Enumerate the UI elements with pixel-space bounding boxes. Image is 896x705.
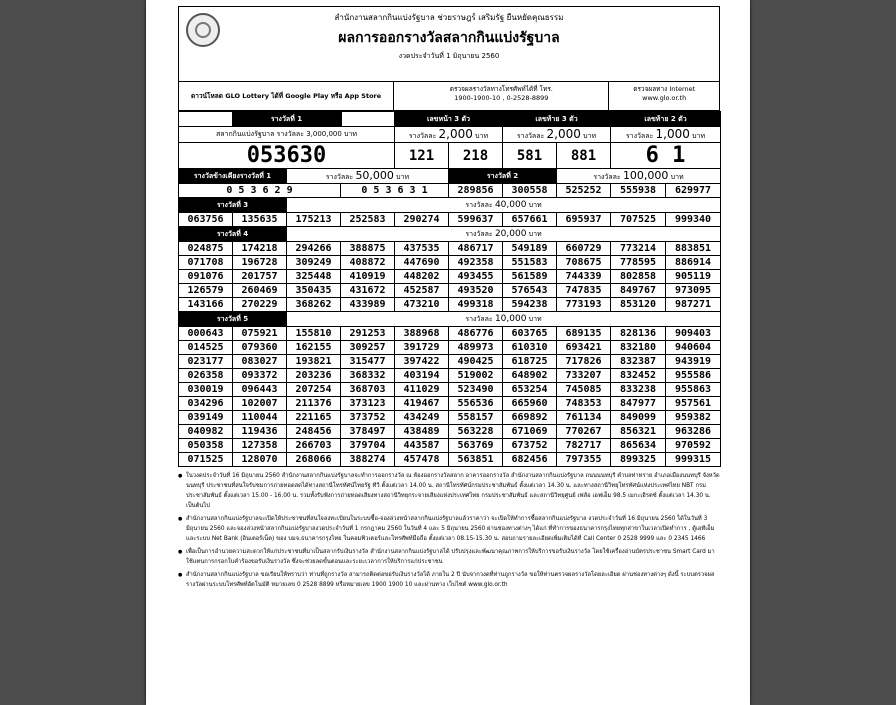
prize5-number: 833238 <box>611 383 666 397</box>
prize4-number: 493455 <box>449 270 503 284</box>
prize4-number: 778595 <box>611 256 666 270</box>
front3-label: เลขหน้า 3 ตัว <box>395 112 503 127</box>
prize5-number: 248456 <box>287 425 341 439</box>
first-prize-amount: สลากกินแบ่งรัฐบาล รางวัลละ 3,000,000 บาท <box>179 127 395 143</box>
prize5-number: 665960 <box>503 397 557 411</box>
prize5-number: 373752 <box>341 411 395 425</box>
prize5-number: 127358 <box>233 439 287 453</box>
sheet-header <box>178 6 720 81</box>
prize5-number: 419467 <box>395 397 449 411</box>
near-first-amount-prefix: รางวัลละ <box>325 173 354 181</box>
prize2-number: 525252 <box>557 184 611 198</box>
prize4-number: 309249 <box>287 256 341 270</box>
prize3-number: 599637 <box>449 213 503 227</box>
prize4-number: 448202 <box>395 270 449 284</box>
prize5-number: 970592 <box>666 439 721 453</box>
prize5-number: 050358 <box>179 439 233 453</box>
back2-amount-value: 1,000 <box>655 127 690 141</box>
prize4-number: 388875 <box>341 242 395 256</box>
table-row <box>179 270 721 284</box>
prize5-number: 486776 <box>449 327 503 341</box>
prize4-number: 433989 <box>341 298 395 312</box>
lottery-results-sheet <box>178 6 720 593</box>
prize5-number: 083027 <box>233 355 287 369</box>
prize5-number: 959382 <box>666 411 721 425</box>
prize5-number: 457478 <box>395 453 449 467</box>
prize3-number: 135635 <box>233 213 287 227</box>
prize5-number: 438489 <box>395 425 449 439</box>
table-row <box>179 411 721 425</box>
prize2-number: 629977 <box>666 184 721 198</box>
table-row <box>179 369 721 383</box>
prize3-label: รางวัลที่ 3 <box>179 198 287 213</box>
prize5-number: 096443 <box>233 383 287 397</box>
prize5-number: 865634 <box>611 439 666 453</box>
results-table <box>178 111 721 467</box>
prize4-number: 408872 <box>341 256 395 270</box>
prize5-number: 193821 <box>287 355 341 369</box>
front3-amount <box>395 127 503 143</box>
prize5-number: 373123 <box>341 397 395 411</box>
prize4-unit: บาท <box>528 229 542 238</box>
prize2-number: 300558 <box>503 184 557 198</box>
near-first-label: รางวัลข้างเคียงรางวัลที่ 1 <box>179 169 287 184</box>
prize5-number: 403194 <box>395 369 449 383</box>
prize4-number: 576543 <box>503 284 557 298</box>
near-first-amount-value: 50,000 <box>355 169 394 182</box>
prize4-number: 294266 <box>287 242 341 256</box>
prize4-number: 091076 <box>179 270 233 284</box>
prize2-number: 289856 <box>449 184 503 198</box>
prize5-number: 000643 <box>179 327 233 341</box>
prize5-number: 039149 <box>179 411 233 425</box>
table-row <box>179 425 721 439</box>
back3-number: 581 <box>503 143 557 169</box>
prize5-number: 963286 <box>666 425 721 439</box>
phone-label: ตรวจผลรางวัลทางโทรศัพท์ได้ที่ โทร. <box>449 85 553 93</box>
prize4-number: 773193 <box>557 298 611 312</box>
front3-unit: บาท <box>475 132 489 140</box>
prize4-number: 802858 <box>611 270 666 284</box>
web-label: ตรวจผลทาง Internet <box>633 85 696 93</box>
prize5-number: 443587 <box>395 439 449 453</box>
table-row <box>179 298 721 312</box>
table-row <box>179 256 721 270</box>
prize4-number: 594238 <box>503 298 557 312</box>
prize4-number: 973095 <box>666 284 721 298</box>
near-first-number: 0 5 3 6 2 9 <box>179 184 341 198</box>
prize4-number: 486717 <box>449 242 503 256</box>
prize4-number: 350435 <box>287 284 341 298</box>
prize5-number: 957561 <box>666 397 721 411</box>
prize5-number: 079360 <box>233 341 287 355</box>
prize5-number: 618725 <box>503 355 557 369</box>
prize2-amount-value: 100,000 <box>622 169 669 182</box>
info-bar <box>178 81 720 111</box>
download-note: ดาวน์โหลด GLO Lottery ได้ที่ Google Play หรือ App Store <box>179 82 394 110</box>
prize5-number: 828136 <box>611 327 666 341</box>
back2-amount <box>611 127 721 143</box>
prize5-number: 782717 <box>557 439 611 453</box>
prize5-number: 832387 <box>611 355 666 369</box>
prize5-number: 162155 <box>287 341 341 355</box>
table-row <box>179 327 721 341</box>
prize4-number: 196728 <box>233 256 287 270</box>
prize3-number: 999340 <box>666 213 721 227</box>
prize4-number: 886914 <box>666 256 721 270</box>
front3-number: 121 <box>395 143 449 169</box>
prize2-label: รางวัลที่ 2 <box>449 169 557 184</box>
prize3-number: 175213 <box>287 213 341 227</box>
table-row <box>179 439 721 453</box>
prize5-number: 211376 <box>287 397 341 411</box>
prize5-number: 026358 <box>179 369 233 383</box>
table-row <box>179 383 721 397</box>
prize5-number: 221165 <box>287 411 341 425</box>
prize5-number: 266703 <box>287 439 341 453</box>
prize5-number: 556536 <box>449 397 503 411</box>
prize4-number: 744339 <box>557 270 611 284</box>
prize5-number: 682456 <box>503 453 557 467</box>
prize5-number: 203236 <box>287 369 341 383</box>
prize5-amount-value: 10,000 <box>494 313 527 324</box>
prize4-number: 492358 <box>449 256 503 270</box>
prize3-number: 657661 <box>503 213 557 227</box>
prize5-unit: บาท <box>528 314 542 323</box>
first-prize-label: รางวัลที่ 1 <box>232 112 342 126</box>
prize4-amount <box>287 227 721 242</box>
prize5-number: 207254 <box>287 383 341 397</box>
prize3-number: 063756 <box>179 213 233 227</box>
prize4-number: 551583 <box>503 256 557 270</box>
prize5-number: 671069 <box>503 425 557 439</box>
prize4-numbers <box>179 242 721 312</box>
prize2-amount <box>557 169 721 184</box>
prize5-number: 368332 <box>341 369 395 383</box>
prize3-amount-prefix: รางวัลละ <box>465 200 493 209</box>
prize5-number: 489973 <box>449 341 503 355</box>
note-item: ● ในวงดประจำวันที่ 16 มิถุนายน 2560 สำนักงานสลากกินแบ่งรัฐบาลจะทำการออกรางวัล ณ ห้องออกรางวัลสลาก อาคารออกรางวัล สำนักงานสลากกินแบ่งรัฐบาล ถนนนนทบุรี ตำบลท่าทราย อำเภอเมืองนนทบุรี จังหวัดนนทบุรี ประชาชนที่สนใจรับชมการถ่ายทอดสดได้ทางสถานีโทรทัศน์ไทยรัฐ ทีวี ตั้งแต่เวลา 14.00 น. สถานีโทรทัศน์กรมประชาสัมพันธ์ ตั้งแต่เวลา 14.30 น. และทางสถานีวิทยุโทรทัศน์แห่งประเทศไทย NBT กรมประชาสัมพันธ์ ตั้งแต่เวลา 15.00 - 16.00 น. รวมทั้งรับฟังการถ่ายทอดเสียงทางสถานีวิทยุกระจายเสียงแห่งประเทศไทย กรมประชาสัมพันธ์ และสถานีวิทยุศูนย์ เฟส์อ เอฟเอ็ม 98.5 เมกะเฮิรตซ์ ตั้งแต่เวลา 14.30 น. เป็นต้นไป <box>178 471 720 511</box>
prize5-number: 391729 <box>395 341 449 355</box>
draw-date: งวดประจำวันที่ 1 มิถุนายน 2560 <box>398 52 500 60</box>
prize5-number: 909403 <box>666 327 721 341</box>
prize4-number: 126579 <box>179 284 233 298</box>
back2-unit: บาท <box>692 132 706 140</box>
prize5-number: 832180 <box>611 341 666 355</box>
prize4-amount-value: 20,000 <box>494 228 527 239</box>
prize5-number: 940604 <box>666 341 721 355</box>
back3-amount-prefix: รางวัลละ <box>516 132 545 140</box>
first-prize-number: 053630 <box>179 143 395 169</box>
first-prize-label-cell <box>179 112 395 127</box>
prize4-number: 174218 <box>233 242 287 256</box>
prize5-number: 689135 <box>557 327 611 341</box>
prize5-number: 128070 <box>233 453 287 467</box>
note-item: ● สำนักงานสลากกินแบ่งรัฐบาลจะเปิดให้ประชาชนที่สนใจลงทะเบียนในระบบซื้อ-จองล่วงหน้าสลากกินแบ่งรัฐบาลแล้วราคาว่า จะเปิดให้ทำการซื้อสลากกินแบ่งรัฐบาล งวดประจำวันที่ 16 มิถุนายน 2560 ได้ในวันที่ 3 มิถุนายน 2560 และจองล่วงหน้าสลากกินแบ่งรัฐบาลงวดประจำวันที่ 1 กรกฎาคม 2560 ในวันที่ 4 และ 5 มิถุนายน 2560 ผ่านช่องทางต่างๆ ได้แก่ ที่ทำการของธนาคารกรุงไทยทุกสาขาในเวลาเปิดทำการ , ตู้เอทีเอ็ม และระบบ Net Bank (อินเตอร์เน็ต) ของ บมจ.ธนาคารกรุงไทย ในคอมพิวเตอร์และโทรศัพท์มือถือ ตั้งแต่เวลา 08.15-15.30 น. สอบถามรายละเอียดเพิ่มเติมได้ที่ Call Center 0 2528 9999 และ 0 2345 1466 <box>178 514 720 544</box>
agency-name: สำนักงานสลากกินแบ่งรัฐบาล ช่วยราษฎร์ เสริมรัฐ ยืนหยัดคุณธรรม <box>334 13 564 22</box>
prize4-number: 431672 <box>341 284 395 298</box>
prize4-number: 493520 <box>449 284 503 298</box>
prize5-number: 268066 <box>287 453 341 467</box>
prize5-number: 309257 <box>341 341 395 355</box>
prize4-number: 260469 <box>233 284 287 298</box>
prize5-number: 030019 <box>179 383 233 397</box>
front3-amount-value: 2,000 <box>438 127 473 141</box>
prize4-number: 071708 <box>179 256 233 270</box>
back3-amount <box>503 127 611 143</box>
prize3-number: 290274 <box>395 213 449 227</box>
prize2-unit: บาท <box>670 173 684 181</box>
prize5-number: 397422 <box>395 355 449 369</box>
prize5-number: 673752 <box>503 439 557 453</box>
prize5-label: รางวัลที่ 5 <box>179 312 287 327</box>
prize4-number: 143166 <box>179 298 233 312</box>
prize5-number: 648902 <box>503 369 557 383</box>
prize5-amount-prefix: รางวัลละ <box>465 314 493 323</box>
prize3-number: 252583 <box>341 213 395 227</box>
prize5-number: 770267 <box>557 425 611 439</box>
prize5-number: 847977 <box>611 397 666 411</box>
prize5-number: 411029 <box>395 383 449 397</box>
prize5-number: 388968 <box>395 327 449 341</box>
prize5-number: 610310 <box>503 341 557 355</box>
prize5-number: 523490 <box>449 383 503 397</box>
prize4-number: 499318 <box>449 298 503 312</box>
note-item: ● เพื่อเป็นการอำนวยความสะดวกให้แก่ประชาชนที่มาเป็นสลากรับเงินรางวัล สำนักงานสลากกินแบ่งรัฐบาลได้ ปรับปรุงและพัฒนาคุณภาพการให้บริการขอรับเงินรางวัล โดยใช้เครื่องอ่านบัตรประชาชน Smart Card มาใช้แทนการกรอกใบคำร้องขอรับเงินรางวัล ซึ่งจะช่วยลดขั้นตอนและระยะเวลาการให้บริการแก่ประชาชน <box>178 547 720 567</box>
prize5-number: 563851 <box>449 453 503 467</box>
prize5-number: 832452 <box>611 369 666 383</box>
prize4-number: 447690 <box>395 256 449 270</box>
back2-number: 6 1 <box>611 143 721 169</box>
prize2-amount-prefix: รางวัลละ <box>593 173 621 181</box>
front3-number: 218 <box>449 143 503 169</box>
table-row <box>179 242 721 256</box>
viewer-background-right <box>750 0 896 705</box>
prize5-number: 849099 <box>611 411 666 425</box>
prize2-number: 555938 <box>611 184 666 198</box>
prize4-number: 270229 <box>233 298 287 312</box>
prize5-numbers <box>179 327 721 467</box>
prize5-number: 378497 <box>341 425 395 439</box>
front3-amount-prefix: รางวัลละ <box>408 132 437 140</box>
prize5-number: 291253 <box>341 327 395 341</box>
table-row <box>179 341 721 355</box>
prize5-number: 155810 <box>287 327 341 341</box>
prize5-number: 490425 <box>449 355 503 369</box>
prize5-number: 034296 <box>179 397 233 411</box>
prize3-number: 695937 <box>557 213 611 227</box>
prize4-number: 473210 <box>395 298 449 312</box>
prize3-amount-value: 40,000 <box>494 199 527 210</box>
prize3-amount <box>287 198 721 213</box>
prize4-number: 201757 <box>233 270 287 284</box>
prize5-number: 558157 <box>449 411 503 425</box>
back3-amount-value: 2,000 <box>546 127 581 141</box>
prize4-number: 773214 <box>611 242 666 256</box>
prize5-number: 603765 <box>503 327 557 341</box>
prize4-number: 883851 <box>666 242 721 256</box>
back3-label: เลขท้าย 3 ตัว <box>503 112 611 127</box>
prize5-number: 110044 <box>233 411 287 425</box>
document-page <box>146 0 750 705</box>
prize4-amount-prefix: รางวัลละ <box>465 229 493 238</box>
prize5-amount <box>287 312 721 327</box>
prize4-number: 905119 <box>666 270 721 284</box>
prize5-number: 717826 <box>557 355 611 369</box>
prize5-number: 669892 <box>503 411 557 425</box>
prize3-unit: บาท <box>528 200 542 209</box>
prize3-row <box>179 213 721 227</box>
prize5-number: 899325 <box>611 453 666 467</box>
website-link[interactable]: www.glo.or.th <box>642 94 687 102</box>
viewer-background-left <box>0 0 146 705</box>
prize4-number: 368262 <box>287 298 341 312</box>
prize5-number: 748353 <box>557 397 611 411</box>
prize5-number: 519002 <box>449 369 503 383</box>
prize5-number: 693421 <box>557 341 611 355</box>
prize5-number: 955586 <box>666 369 721 383</box>
prize5-number: 023177 <box>179 355 233 369</box>
prize5-number: 119436 <box>233 425 287 439</box>
back3-number: 881 <box>557 143 611 169</box>
prize5-number: 071525 <box>179 453 233 467</box>
prize4-number: 549189 <box>503 242 557 256</box>
note-item: ● สำนักงานสลากกินแบ่งรัฐบาล ขอเรียนให้ทราบว่า ท่านที่ถูกรางวัล สามารถติดต่อขอรับเงินรางวัลได้ ภายใน 2 ปี นับจากวงดที่ท่านถูกรางวัล ขอให้ท่านตรวจผลรางวัลโดยละเอียด ผ่านช่องทางต่างๆ ดังนี้ ระบบตรวจผลรางวัลผ่านระบบโทรศัพท์อัตโนมัติ หมายเลข 0 2528 8899 หรือหมายเลข 1900 1900 10 และผ่านทาง เว็บไซต์ www.glo.or.th <box>178 570 720 590</box>
prize5-number: 040982 <box>179 425 233 439</box>
near-first-number: 0 5 3 6 3 1 <box>341 184 449 198</box>
phone-numbers: 1900-1900-10 , 0-2528-8899 <box>454 94 549 102</box>
prize4-number: 561589 <box>503 270 557 284</box>
prize4-number: 024875 <box>179 242 233 256</box>
prize4-number: 325448 <box>287 270 341 284</box>
prize5-number: 388274 <box>341 453 395 467</box>
prize4-number: 853120 <box>611 298 666 312</box>
prize4-number: 437535 <box>395 242 449 256</box>
back2-label: เลขท้าย 2 ตัว <box>611 112 721 127</box>
page-title: ผลการออกรางวัลสลากกินแบ่งรัฐบาล <box>338 30 560 46</box>
prize5-number: 943919 <box>666 355 721 369</box>
prize5-number: 999315 <box>666 453 721 467</box>
table-row <box>179 355 721 369</box>
prize5-number: 102007 <box>233 397 287 411</box>
prize5-number: 563769 <box>449 439 503 453</box>
prize5-number: 856321 <box>611 425 666 439</box>
prize5-number: 379704 <box>341 439 395 453</box>
back3-unit: บาท <box>583 132 597 140</box>
near-first-unit: บาท <box>396 173 410 181</box>
prize5-number: 368703 <box>341 383 395 397</box>
notes-section <box>178 471 720 590</box>
prize5-number: 315477 <box>341 355 395 369</box>
prize4-label: รางวัลที่ 4 <box>179 227 287 242</box>
prize4-number: 987271 <box>666 298 721 312</box>
prize5-number: 014525 <box>179 341 233 355</box>
prize4-number: 708675 <box>557 256 611 270</box>
prize5-number: 075921 <box>233 327 287 341</box>
prize5-number: 093372 <box>233 369 287 383</box>
prize5-number: 745085 <box>557 383 611 397</box>
phone-info <box>394 82 609 110</box>
prize5-number: 955863 <box>666 383 721 397</box>
table-row <box>179 284 721 298</box>
prize5-number: 434249 <box>395 411 449 425</box>
prize4-number: 452587 <box>395 284 449 298</box>
prize3-number: 707525 <box>611 213 666 227</box>
prize5-number: 653254 <box>503 383 557 397</box>
prize5-number: 563228 <box>449 425 503 439</box>
prize5-number: 761134 <box>557 411 611 425</box>
prize4-number: 410919 <box>341 270 395 284</box>
prize5-number: 733207 <box>557 369 611 383</box>
web-info <box>609 82 719 110</box>
table-row <box>179 397 721 411</box>
table-row <box>179 453 721 467</box>
prize4-number: 849767 <box>611 284 666 298</box>
prize4-number: 660729 <box>557 242 611 256</box>
back2-amount-prefix: รางวัลละ <box>625 132 654 140</box>
prize4-number: 747835 <box>557 284 611 298</box>
near-first-amount <box>287 169 449 184</box>
prize5-number: 797355 <box>557 453 611 467</box>
